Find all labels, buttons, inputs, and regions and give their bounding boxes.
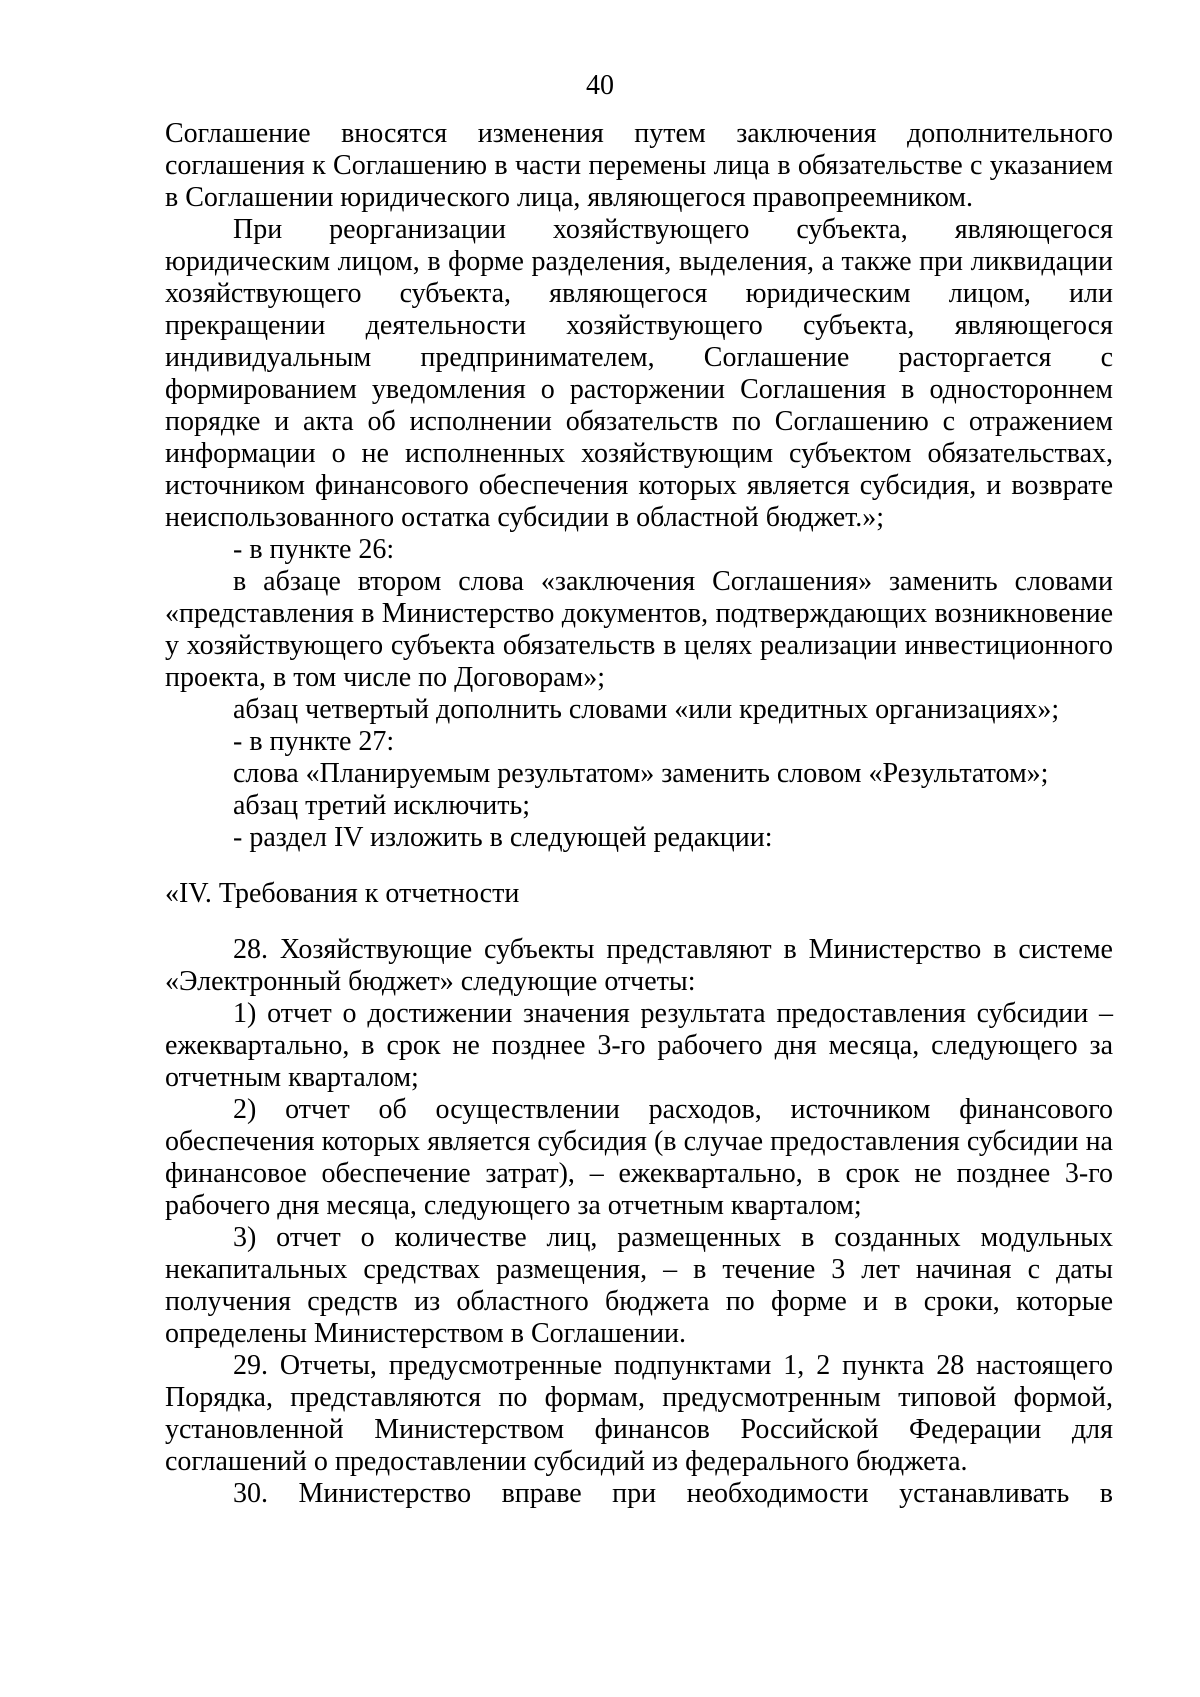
- paragraph-item-30: 30. Министерство вправе при необходимости устанавливать в: [233, 1478, 1113, 1509]
- paragraph-agreement-amendment: Соглашение вносятся изменения путем заключения дополнительного соглашения к Соглашению в части перемены лица в обязательстве с указанием в Соглашении юридического лица, являющегося правопреемником.: [165, 118, 1113, 213]
- page-number: 40: [586, 70, 614, 101]
- paragraph-item-28: 28. Хозяйствующие субъекты представляют в Министерство в системе «Электронный бюджет» следующие отчеты:: [165, 934, 1113, 997]
- section-heading: «IV. Требования к отчетности: [165, 878, 520, 909]
- paragraph-item-26-abzac-2: в абзаце втором слова «заключения Соглашения» заменить словами «представления в Министерство документов, подтверждающих возникновение у хозяйствующего субъекта обязательств в целях реализации инвестиционного проекта, в том числе по Договорам»;: [165, 566, 1113, 693]
- paragraph-item-27-abzac-3: абзац третий исключить;: [233, 790, 531, 821]
- paragraph-item-28-sub-2: 2) отчет об осуществлении расходов, источником финансового обеспечения которых является субсидия (в случае предоставления субсидии на финансовое обеспечение затрат), – ежеквартально, в срок не позднее 3-го рабочего дня месяца, следующего за отчетным кварталом;: [165, 1094, 1113, 1221]
- paragraph-item-26: - в пункте 26:: [233, 534, 395, 565]
- paragraph-item-29: 29. Отчеты, предусмотренные подпунктами 1, 2 пункта 28 настоящего Порядка, представляются по формам, предусмотренным типовой формой, установленной Министерством финансов Российской Федерации для соглашений о предоставлении субсидий из федерального бюджета.: [165, 1350, 1113, 1477]
- paragraph-section-iv-intro: - раздел IV изложить в следующей редакции:: [233, 822, 773, 853]
- paragraph-reorganization: При реорганизации хозяйствующего субъекта, являющегося юридическим лицом, в форме разделения, выделения, а также при ликвидации хозяйствующего субъекта, являющегося юридическим лицом, или прекращении деятельности хозяйствующего субъекта, являющегося индивидуальным предпринимателем, Соглашение расторгается с формированием уведомления о расторжении Соглашения в одностороннем порядке и акта об исполнении обязательств по Соглашению с отражением информации о не исполненных хозяйствующим субъектом обязательствах, источником финансового обеспечения которых является субсидия, и возврате неиспользованного остатка субсидии в областной бюджет.»;: [165, 214, 1113, 533]
- paragraph-item-27-words: слова «Планируемым результатом» заменить словом «Результатом»;: [233, 758, 1049, 789]
- document-body: [165, 118, 1113, 1510]
- paragraph-item-27: - в пункте 27:: [233, 726, 395, 757]
- paragraph-item-28-sub-3: 3) отчет о количестве лиц, размещенных в созданных модульных некапитальных средствах размещения, – в течение 3 лет начиная с даты получения средств из областного бюджета по форме и в сроки, которые определены Министерством в Соглашении.: [165, 1222, 1113, 1349]
- paragraph-item-28-sub-1: 1) отчет о достижении значения результата предоставления субсидии – ежеквартально, в срок не позднее 3-го рабочего дня месяца, следующего за отчетным кварталом;: [165, 998, 1113, 1093]
- paragraph-item-26-abzac-4: абзац четвертый дополнить словами «или кредитных организациях»;: [233, 694, 1060, 725]
